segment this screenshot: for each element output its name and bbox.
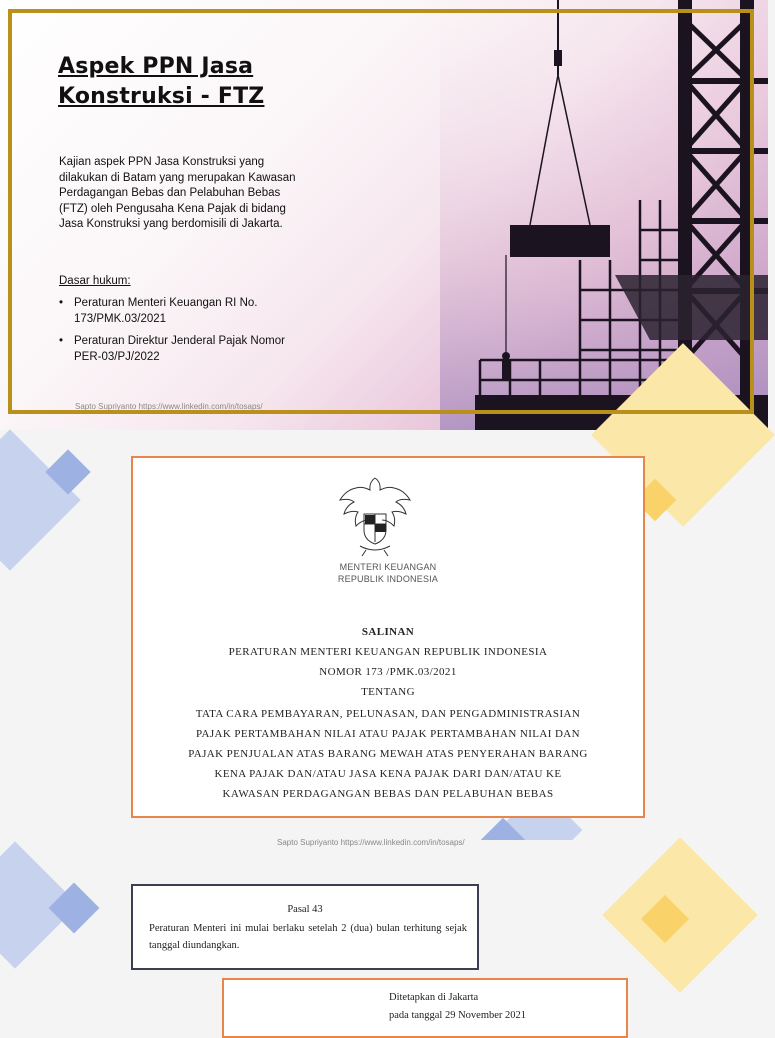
subject-line: PAJAK PERTAMBAHAN NILAI ATAU PAJAK PERTAMBAHAN NILAI DAN (195, 728, 580, 740)
slide-aspek-ppn (0, 0, 768, 430)
slide-regulation-cover (0, 430, 768, 847)
subject-line: TATA CARA PEMBAYARAN, PELUNASAN, DAN PENGADMINISTRASIAN (195, 708, 581, 720)
pasal-document (131, 884, 479, 970)
slide-title (58, 52, 264, 112)
slide-credit: Sapto Supriyanto https://www.linkedin.com/in/tosaps/ (75, 402, 263, 411)
list-item (59, 334, 289, 365)
ditetapkan-line-2: pada tanggal 29 November 2021 (389, 1010, 527, 1021)
regulation-cover-document (131, 456, 645, 818)
title-line-2: Konstruksi - FTZ (58, 84, 265, 109)
pasal-title: Pasal 43 (287, 904, 323, 915)
regulation-number: NOMOR 173 /PMK.03/2021 (319, 666, 457, 678)
pasal-text: Peraturan Menteri ini mulai berlaku setelah 2 (dua) bulan terhitung sejak tanggal diundangkan. (149, 923, 467, 951)
construction-crane-image (440, 0, 768, 430)
ministry-name-line-2: REPUBLIK INDONESIA (337, 574, 439, 584)
subject-line: PAJAK PENJUALAN ATAS BARANG MEWAH ATAS PENYERAHAN BARANG (188, 748, 588, 760)
bullet-icon: • (59, 335, 64, 347)
slide-credit: Sapto Supriyanto https://www.linkedin.com/in/tosaps/ (277, 838, 465, 847)
subject-line: KENA PAJAK DAN/ATAU JASA KENA PAJAK DARI DAN/ATAU KE (214, 768, 562, 780)
garuda-emblem-icon (336, 472, 414, 558)
slide-regulation-effective (0, 840, 768, 1024)
ditetapkan-document (222, 978, 628, 1038)
salinan-label: SALINAN (361, 626, 415, 638)
legal-basis-heading: Dasar hukum: (59, 275, 131, 287)
title-line-1: Aspek PPN Jasa (58, 54, 254, 79)
slide-description: Kajian aspek PPN Jasa Konstruksi yang dilakukan di Batam yang merupakan Kawasan Perdagangan Bebas dan Pelabuhan Bebas (FTZ) oleh Pengusaha Kena Pajak di bidang Jasa Konstruksi yang berdomisili di Jakarta. (59, 156, 296, 230)
list-item-text: Peraturan Direktur Jenderal Pajak Nomor PER-03/PJ/2022 (74, 335, 285, 363)
bullet-icon: • (59, 297, 64, 309)
ditetapkan-line-1: Ditetapkan di Jakarta (389, 992, 479, 1003)
list-item (59, 296, 289, 327)
regulation-title: PERATURAN MENTERI KEUANGAN REPUBLIK INDONESIA (228, 646, 548, 658)
tentang-label: TENTANG (361, 686, 415, 698)
list-item-text: Peraturan Menteri Keuangan RI No. 173/PMK.03/2021 (74, 297, 258, 325)
subject-line: KAWASAN PERDAGANGAN BEBAS DAN PELABUHAN BEBAS (222, 788, 554, 800)
legal-basis-list (59, 296, 289, 372)
ministry-name-line-1: MENTERI KEUANGAN (339, 562, 437, 572)
